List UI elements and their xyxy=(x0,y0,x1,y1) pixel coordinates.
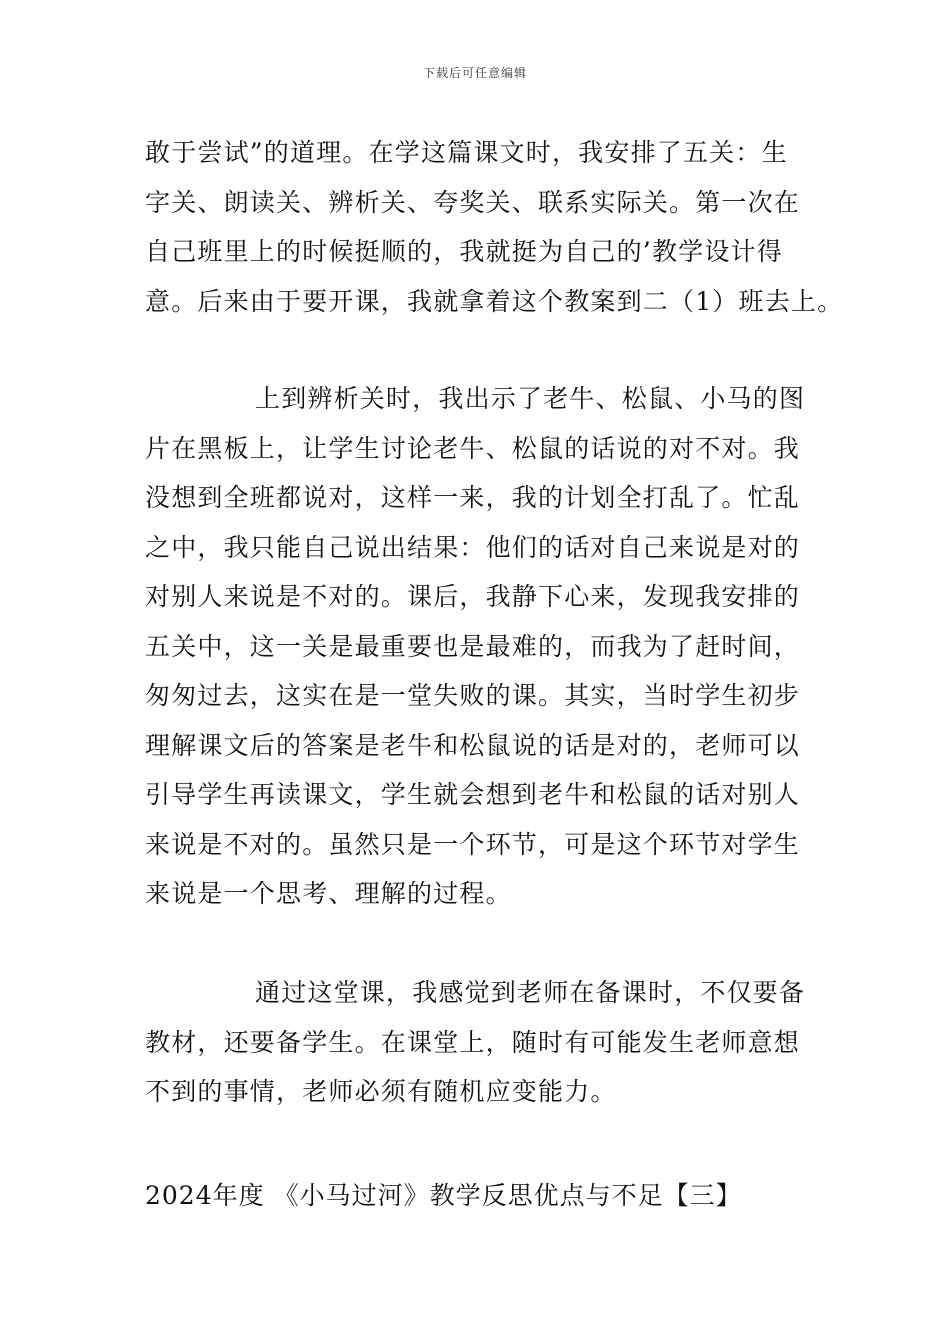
paragraph-3 xyxy=(145,968,810,1117)
text-line: 不到的事情，老师必须有随机应变能力。 xyxy=(145,1077,617,1106)
text-line: 通过这堂课，我感觉到老师在备课时，不仅要备 xyxy=(255,978,806,1007)
text-line: 上到辨析关时，我出示了老牛、松鼠、小马的图 xyxy=(255,384,806,413)
section-heading: 2024年度 《小马过河》教学反思优点与不足【三】 xyxy=(145,1181,742,1210)
text-line: 自己班里上的时候挺顺的，我就挺为自己的’教学设计得 xyxy=(145,237,783,266)
text-line: 对别人来说是不对的。课后，我静下心来，发现我安排的 xyxy=(145,582,801,611)
text-line: 引导学生再读课文，学生就会想到老牛和松鼠的话对别人 xyxy=(145,780,801,809)
text-line: 来说是不对的。虽然只是一个环节，可是这个环节对学生 xyxy=(145,829,801,859)
text-line: 匆匆过去，这实在是一堂失败的课。其实，当时学生初步 xyxy=(145,681,801,710)
page-header: 下载后可任意编辑 xyxy=(422,66,527,80)
text-line: 意。后来由于要开课，我就拿着这个教案到二（1）班去上。 xyxy=(145,286,844,316)
text-line: 之中，我只能自己说出结果：他们的话对自己来说是对的 xyxy=(145,532,801,562)
text-line: 教材，还要备学生。在课堂上，随时有可能发生老师意想 xyxy=(145,1027,801,1057)
text-line: 片在黑板上，让学生讨论老牛、松鼠的话说的对不对。我 xyxy=(145,433,801,463)
text-line: 五关中，这一关是最重要也是最难的，而我为了赶时间， xyxy=(145,631,801,661)
text-line: 敢于尝试”的道理。在学这篇课文时，我安排了五关：生 xyxy=(145,138,788,167)
text-line: 字关、朗读关、辨析关、夸奖关、联系实际关。第一次在 xyxy=(145,187,801,217)
text-line: 来说是一个思考、理解的过程。 xyxy=(145,879,512,908)
text-line: 没想到全班都说对，这样一来，我的计划全打乱了。忙乱 xyxy=(145,483,801,512)
paragraph-2 xyxy=(145,374,810,919)
text-line: 理解课文后的答案是老牛和松鼠说的话是对的，老师可以 xyxy=(145,730,801,760)
paragraph-1 xyxy=(145,128,844,326)
